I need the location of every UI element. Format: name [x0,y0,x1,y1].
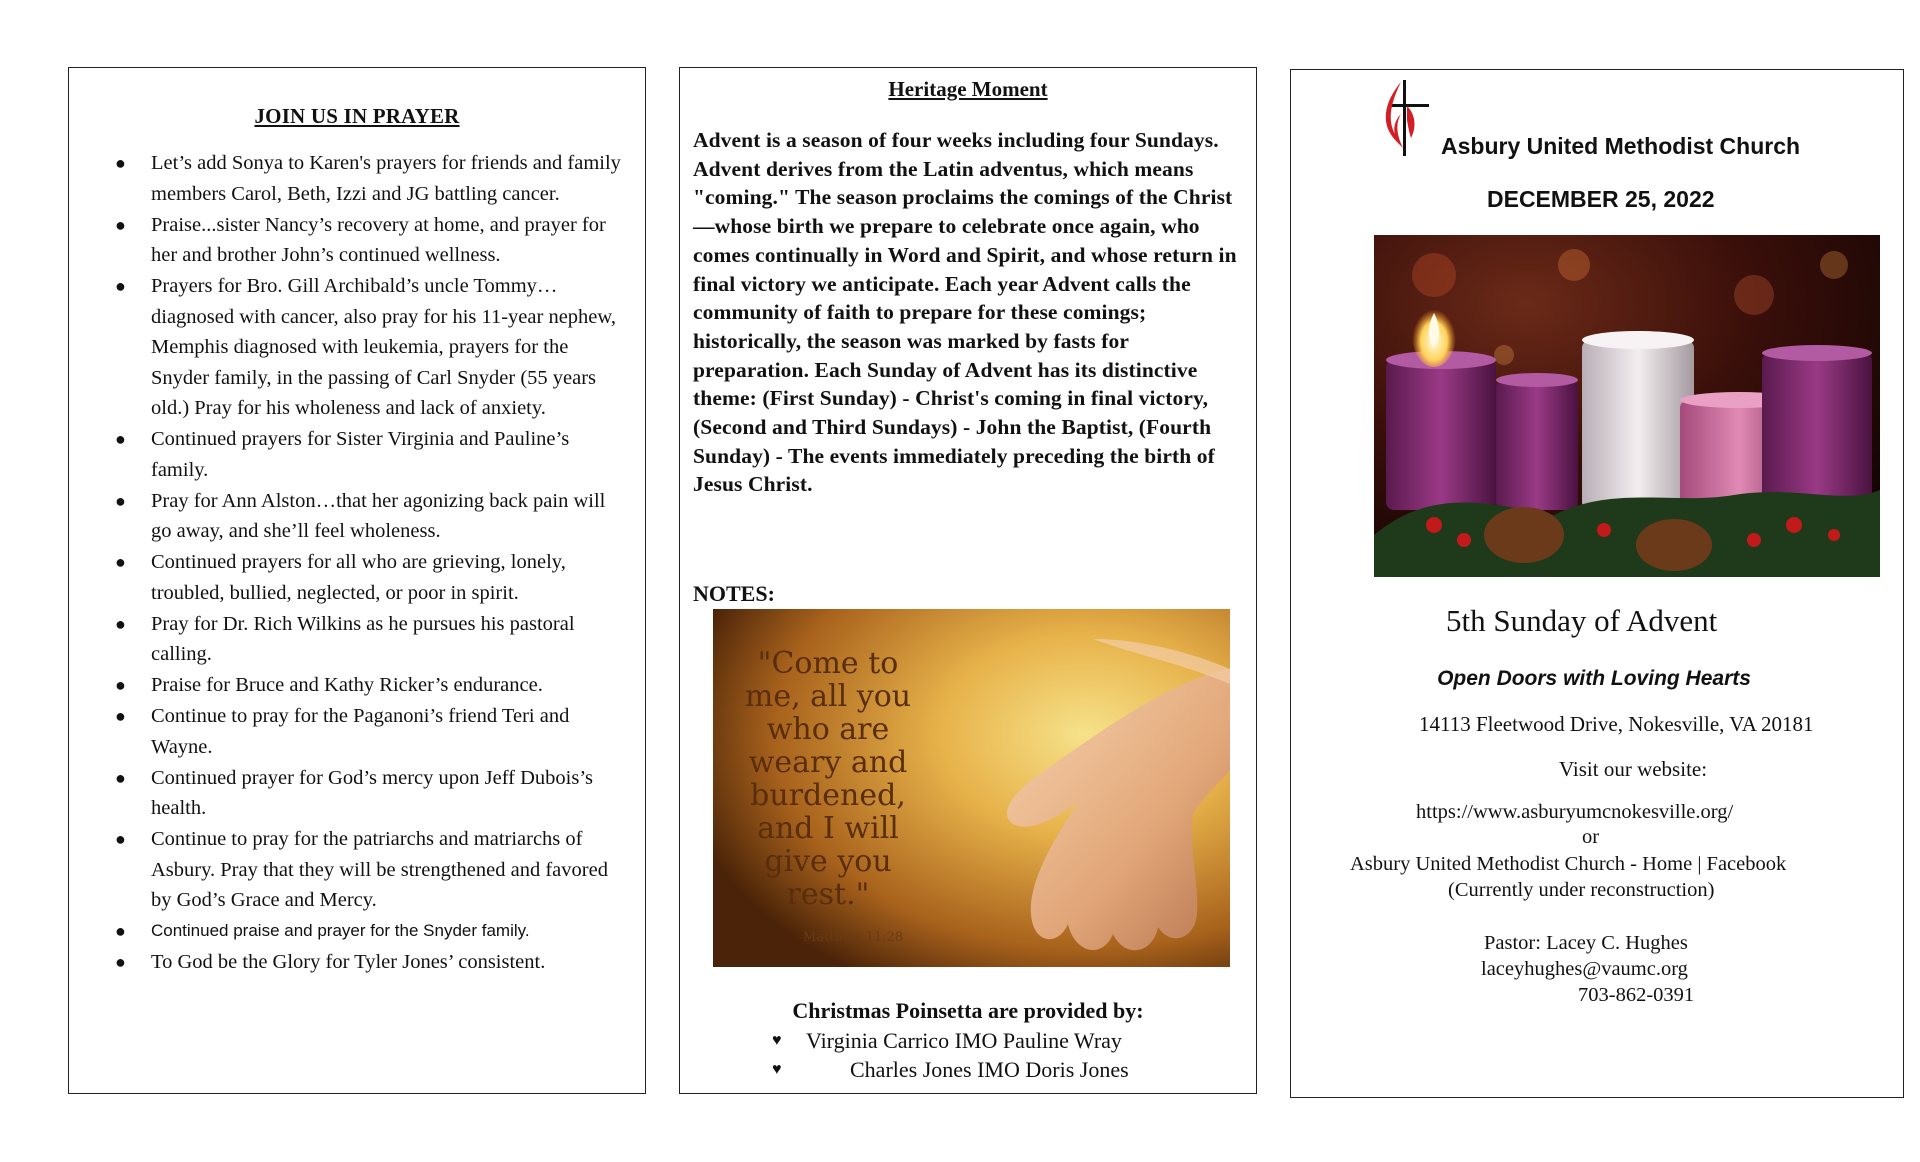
prayer-item: ● Continued prayer for God’s mercy upon Jeff Dubois’s health. [111,763,621,824]
bullet-icon: ● [115,490,126,511]
prayer-item: ● Pray for Ann Alston…that her agonizing back pain will go away, and she’ll feel wholeness. [111,486,621,547]
bullet-icon: ● [115,921,126,941]
verse-line: rest." [786,877,870,912]
verse-image [713,609,1230,967]
poinsetta-item: ♥ Virginia Carrico IMO Pauline Wray [772,1028,1122,1053]
prayer-item: ● Pray for Dr. Rich Wilkins as he pursues his pastoral calling. [111,609,621,670]
prayer-item: ● Prayers for Bro. Gill Archibald’s uncle Tommy…diagnosed with cancer, also pray for his 11-year nephew, Memphis diagnosed with leukemia, prayers for the Snyder family, in the passing of Carl Snyder (55 years old.) Pray for his wholeness and lack of anxiety. [111,271,621,424]
prayer-item: ● Continued prayers for all who are grieving, lonely, troubled, bullied, neglected, or poor in spirit. [111,547,621,608]
reconstruction-note: (Currently under reconstruction) [1448,879,1715,901]
heritage-text: Advent is a season of four weeks including four Sundays. Advent derives from the Latin adventus, which means "coming." The season proclaims the comings of the Christ—whose birth we prepare to celebrate once again, who comes continually in Word and Spirit, and whose return in final victory we anticipate. Each year Advent calls the community of faith to prepare for these comings; historically, the season was marked by fasts for preparation. Each Sunday of Advent has its distinctive theme: (First Sunday) - Christ's coming in final victory, (Second and Third Sundays) - John the Baptist, (Fourth Sunday) - The events immediately preceding the birth of Jesus Christ. [693,128,1237,497]
prayer-item: ● Let’s add Sonya to Karen's prayers for friends and family members Carol, Beth, Izzi and JG battling cancer. [111,148,621,209]
prayer-item: ● Praise...sister Nancy’s recovery at home, and prayer for her and brother John’s continued wellness. [111,210,621,271]
prayer-item: ● Continue to pray for the patriarchs and matriarchs of Asbury. Pray that they will be strengthened and favored by God’s Grace and Mercy. [111,824,621,916]
prayer-panel [68,67,646,1094]
facebook-link: Asbury United Methodist Church - Home | Facebook [1350,853,1787,875]
verse-line: give you [764,844,892,879]
pastor-phone: 703-862-0391 [1578,984,1695,1006]
service-date: DECEMBER 25, 2022 [1487,186,1715,212]
bullet-icon: ● [115,153,126,173]
bullet-icon: ● [115,552,126,572]
church-motto: Open Doors with Loving Hearts [1437,667,1751,690]
website-url: https://www.asburyumcnokesville.org/ [1416,801,1734,823]
bullet-icon: ● [115,767,126,788]
or-text: or [1582,826,1600,848]
church-address: 14113 Fleetwood Drive, Nokesville, VA 20181 [1419,712,1814,736]
heart-icon: ♥ [772,1032,782,1049]
verse-line: burdened, [750,778,906,813]
prayer-title: JOIN US IN PRAYER [254,104,460,128]
pastor-email: laceyhughes@vaumc.org [1481,958,1688,980]
prayer-list [111,148,621,978]
prayer-item: ● Continue to pray for the Paganoni’s friend Teri and Wayne. [111,701,621,762]
bullet-icon: ● [115,706,126,726]
bullet-icon: ● [115,952,126,972]
visit-label: Visit our website: [1559,757,1708,781]
verse-line: and I will [757,811,899,846]
verse-line: weary and [748,745,908,780]
bullet-icon: ● [115,276,126,296]
notes-label: NOTES: [693,581,775,606]
pastor-name: Pastor: Lacey C. Hughes [1484,932,1688,954]
bullet-icon: ● [115,429,126,449]
verse-line: "Come to [757,646,899,681]
poinsetta-list [772,1026,1212,1084]
sunday-title: 5th Sunday of Advent [1446,603,1718,638]
prayer-item: ● Praise for Bruce and Kathy Ricker’s endurance. [111,670,621,701]
bullet-icon: ● [115,829,126,849]
cover-panel [1290,69,1904,1098]
advent-candles-image [1374,235,1880,577]
prayer-item: ● Continued prayers for Sister Virginia and Pauline’s family. [111,424,621,485]
verse-reference: Matthew 11:28 [802,930,904,945]
cross-and-flame-logo [1381,76,1433,160]
prayer-item: ● To God be the Glory for Tyler Jones’ consistent. [111,947,621,978]
prayer-item: ● Continued praise and prayer for the Snyder family. [111,916,621,947]
bullet-icon: ● [115,214,126,235]
church-name: Asbury United Methodist Church [1441,133,1801,159]
heart-icon: ♥ [772,1061,782,1078]
verse-line: who are [766,712,890,747]
verse-line: me, all you [744,679,912,714]
poinsetta-title: Christmas Poinsetta are provided by: [792,998,1144,1023]
bullet-icon: ● [115,675,126,695]
bullet-icon: ● [115,613,126,634]
heritage-panel [679,67,1257,1094]
poinsetta-item: ♥ Charles Jones IMO Doris Jones [772,1057,1129,1082]
heritage-title: Heritage Moment [888,77,1048,101]
